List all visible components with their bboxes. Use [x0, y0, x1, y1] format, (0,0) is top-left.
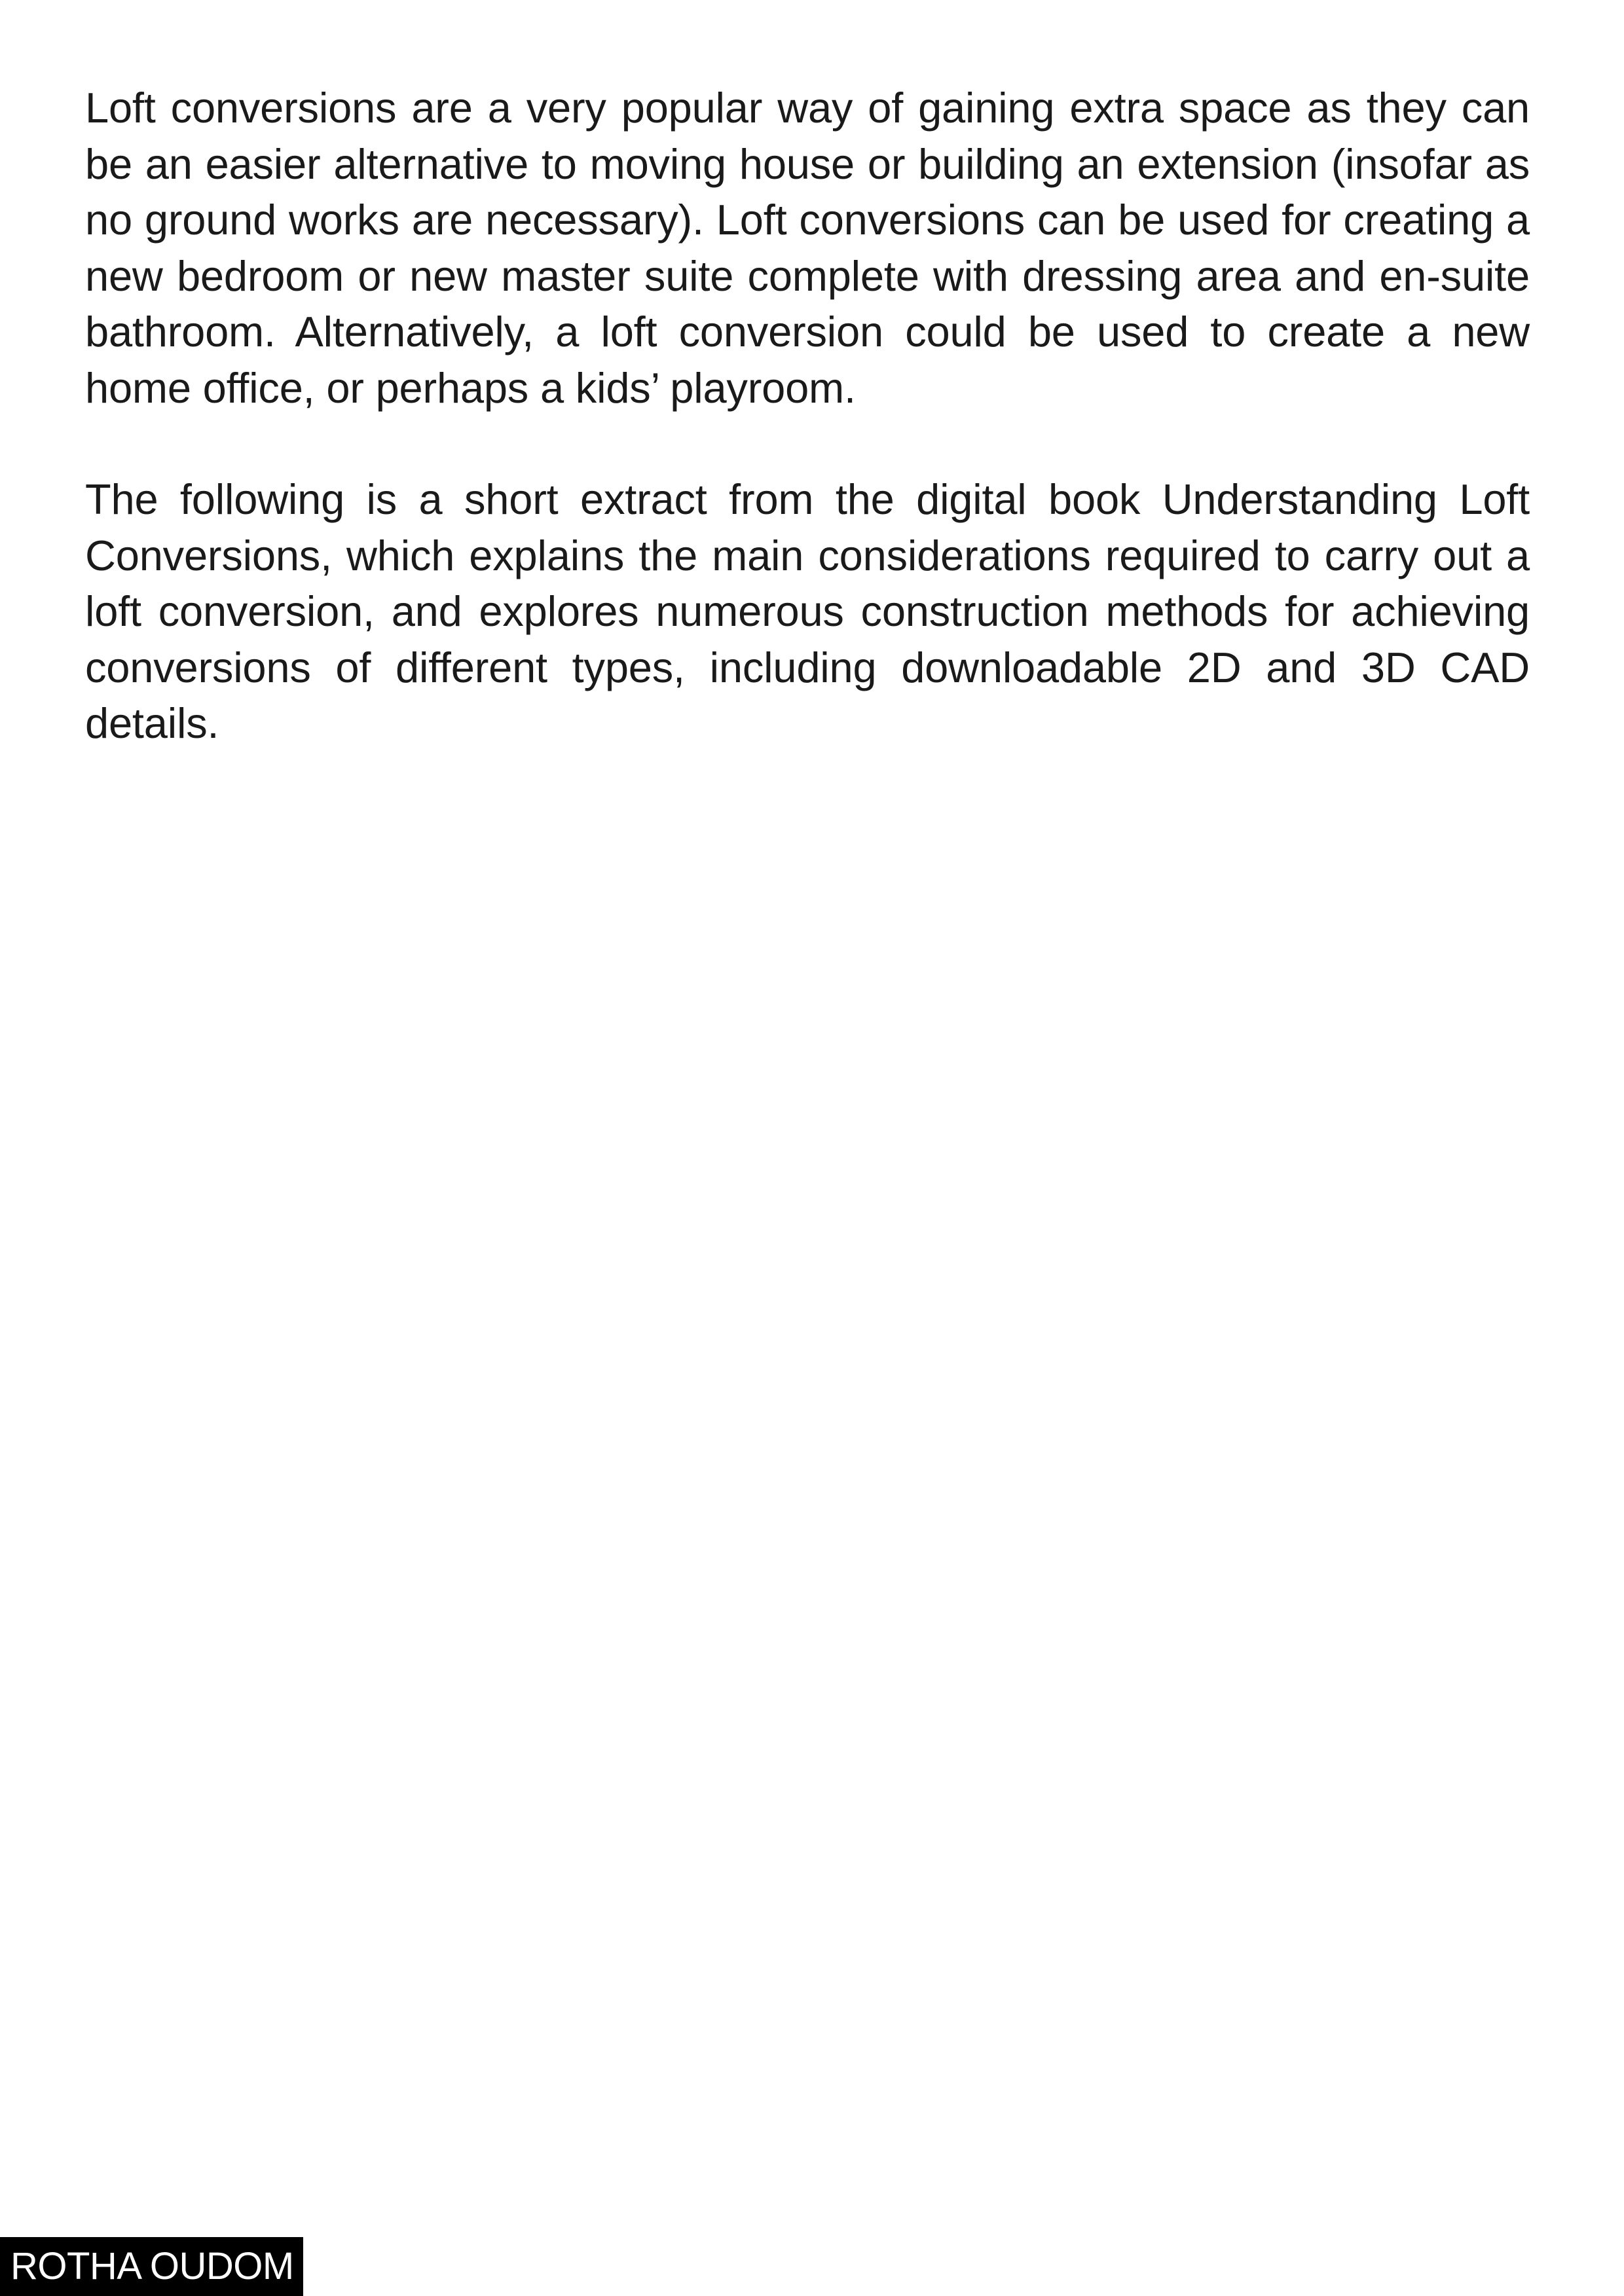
extract-paragraph: The following is a short extract from the digital book Understanding Loft Conversions, which explains the main considerations required to carry out a loft conversion, and explores numerous construction methods for achieving conversions of different types, including downloadable 2D and 3D CAD details.	[85, 475, 1530, 747]
intro-paragraph: Loft conversions are a very popular way of gaining extra space as they can be an easier alternative to moving house or building an extension (insofar as no ground works are necessary). Loft conversions can be used for creating a new bedroom or new master suite complete with dressing area and en-suite bathroom. Alternatively, a loft conversion could be used to create a new home office, or perhaps a kids’ playroom.	[85, 84, 1530, 412]
author-label: ROTHA OUDOM	[0, 2237, 303, 2296]
body-text-block	[85, 80, 1530, 752]
